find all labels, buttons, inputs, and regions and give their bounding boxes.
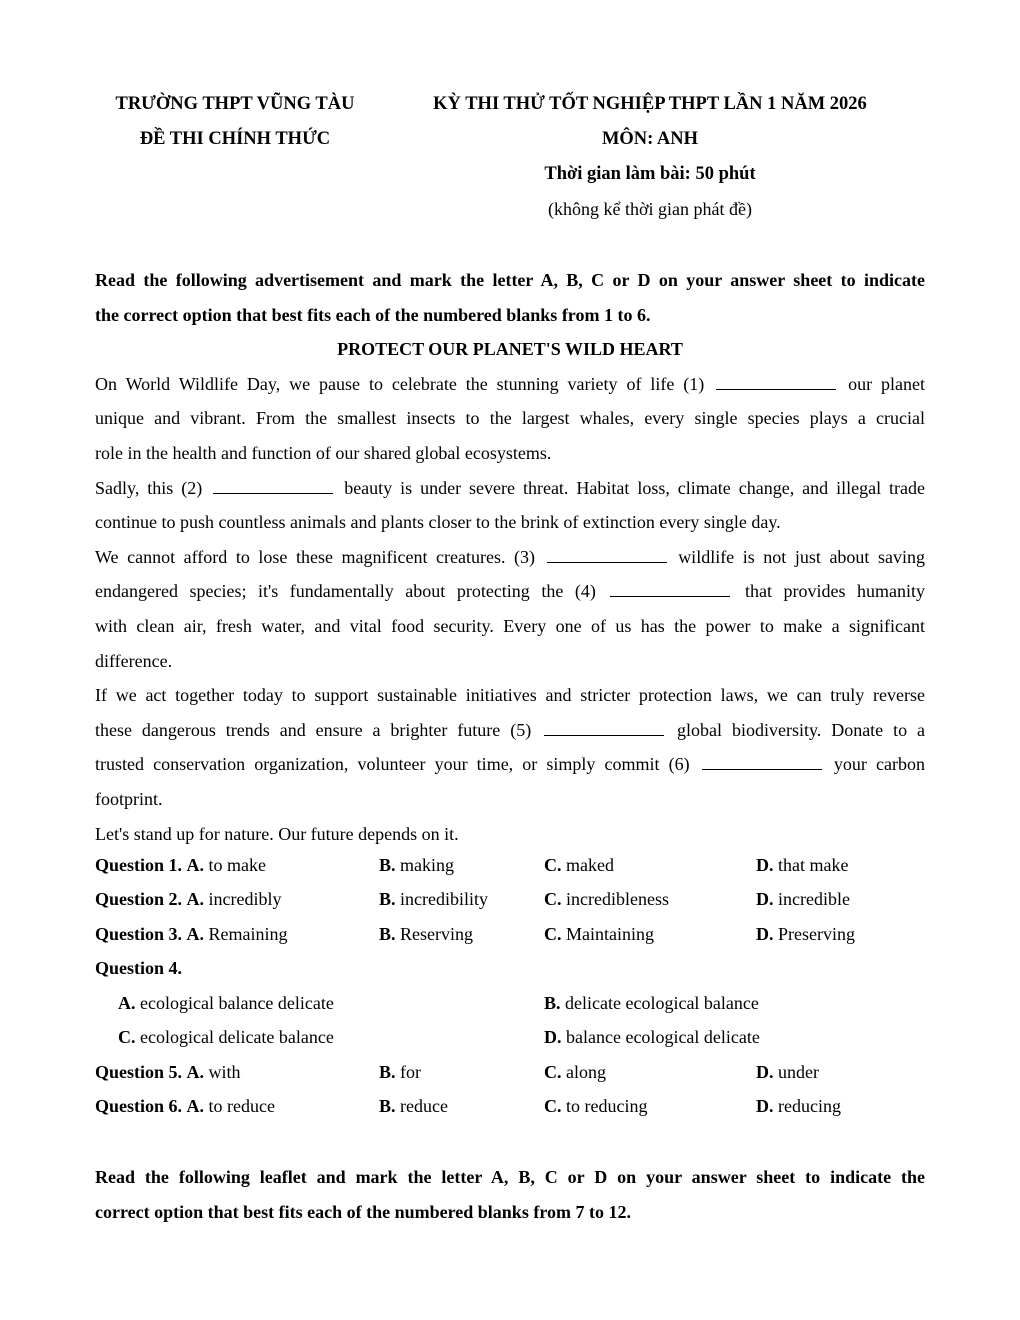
question-3-option-b[interactable]: B. Reserving — [379, 924, 473, 944]
text: endangered species; it's fundamentally about protecting the (4) — [95, 581, 596, 602]
text: global biodiversity. Donate to a — [677, 719, 925, 740]
paragraph-3-line — [95, 574, 925, 609]
text: trusted conservation organization, volunteer your time, or simply commit (6) — [95, 754, 690, 775]
question-2-option-c[interactable]: C. incredibleness — [544, 889, 669, 909]
paragraph-2-line — [95, 471, 925, 506]
question-4-option-b[interactable]: B. delicate ecological balance — [544, 993, 759, 1013]
paragraph-2-line: continue to push countless animals and plants closer to the brink of extinction every single day. — [95, 512, 781, 533]
school-name: TRƯỜNG THPT VŨNG TÀU — [115, 94, 355, 114]
question-5-option-c[interactable]: C. along — [544, 1062, 606, 1082]
text: that provides humanity — [744, 581, 926, 602]
blank-5 — [544, 721, 664, 736]
question-5-option-d[interactable]: D. under — [756, 1062, 819, 1082]
paragraph-1-line — [95, 367, 925, 402]
passage-title: PROTECT OUR PLANET'S WILD HEART — [337, 339, 683, 360]
paragraph-4-line: footprint. — [95, 788, 163, 809]
section1-instruction: Read the following advertisement and mark the letter A, B, C or D on your answer sheet to indicate — [95, 270, 925, 290]
question-6-option-b[interactable]: B. reduce — [379, 1096, 448, 1116]
paragraph-3-line — [95, 540, 925, 575]
text: our planet — [848, 373, 926, 394]
question-3-option-c[interactable]: C. Maintaining — [544, 924, 654, 944]
blank-3 — [547, 548, 667, 563]
exam-title: KỲ THI THỬ TỐT NGHIỆP THPT LẦN 1 NĂM 2026 — [433, 94, 867, 114]
question-6-option-c[interactable]: C. to reducing — [544, 1096, 648, 1116]
section2 — [95, 1160, 925, 1229]
text: beauty is under severe threat. Habitat loss, climate change, and illegal trade — [344, 477, 926, 498]
paragraph-4-line — [95, 747, 925, 782]
question-4-option-d[interactable]: D. balance ecological delicate — [544, 1027, 760, 1047]
blank-2 — [213, 479, 333, 494]
paragraph-3-line: difference. — [95, 650, 173, 671]
blank-4 — [610, 582, 730, 597]
question-1-option-d[interactable]: D. that make — [756, 855, 849, 875]
paragraph-5: Let's stand up for nature. Our future depends on it. — [95, 823, 459, 844]
question-5-label: Question 5. A. with — [95, 1062, 241, 1082]
section1 — [95, 263, 925, 851]
question-3-option-d[interactable]: D. Preserving — [756, 924, 855, 944]
question-3-label: Question 3. A. Remaining — [95, 924, 288, 944]
subject: MÔN: ANH — [601, 129, 699, 149]
paragraph-1-line: unique and vibrant. From the smallest insects to the largest whales, every single species plays a crucial — [95, 408, 925, 429]
blank-6 — [702, 755, 822, 770]
text: On World Wildlife Day, we pause to celebrate the stunning variety of life (1) — [95, 373, 705, 394]
section2-instruction-cont: correct option that best fits each of the numbered blanks from 7 to 12. — [95, 1201, 631, 1222]
question-2-option-b[interactable]: B. incredibility — [379, 889, 488, 909]
blank-1 — [716, 375, 836, 390]
paragraph-4-line — [95, 713, 925, 748]
duration: Thời gian làm bài: 50 phút — [544, 164, 756, 184]
question-2-label: Question 2. A. incredibly — [95, 889, 282, 909]
text: Sadly, this (2) — [95, 477, 203, 498]
duration-note: (không kể thời gian phát đề) — [548, 199, 752, 219]
official-exam-label: ĐỀ THI CHÍNH THỨC — [139, 129, 331, 149]
section1-instruction-cont: the correct option that best fits each of the numbered blanks from 1 to 6. — [95, 304, 651, 325]
text: your carbon — [833, 754, 925, 775]
question-1-label: Question 1. A. to make — [95, 855, 266, 875]
text: wildlife is not just about saving — [678, 546, 925, 567]
question-2-option-d[interactable]: D. incredible — [756, 889, 850, 909]
question-4-label: Question 4. — [95, 958, 183, 978]
text: We cannot afford to lose these magnificent creatures. (3) — [95, 546, 536, 567]
question-4-option-c[interactable]: C. ecological delicate balance — [118, 1027, 334, 1047]
question-6-option-d[interactable]: D. reducing — [756, 1096, 841, 1116]
paragraph-3-line: with clean air, fresh water, and vital food security. Every one of us has the power to make a significant — [95, 615, 925, 636]
question-4-option-a[interactable]: A. ecological balance delicate — [118, 993, 334, 1013]
question-1-option-b[interactable]: B. making — [379, 855, 455, 875]
text: these dangerous trends and ensure a brighter future (5) — [95, 719, 532, 740]
question-5-option-b[interactable]: B. for — [379, 1062, 422, 1082]
question-1-option-c[interactable]: C. maked — [544, 855, 614, 875]
section2-instruction: Read the following leaflet and mark the letter A, B, C or D on your answer sheet to indicate the — [95, 1167, 925, 1187]
paragraph-4-line: If we act together today to support sustainable initiatives and stricter protection laws, we can truly reverse — [95, 685, 925, 706]
paragraph-1-line: role in the health and function of our shared global ecosystems. — [95, 442, 552, 463]
question-6-label: Question 6. A. to reduce — [95, 1096, 275, 1116]
